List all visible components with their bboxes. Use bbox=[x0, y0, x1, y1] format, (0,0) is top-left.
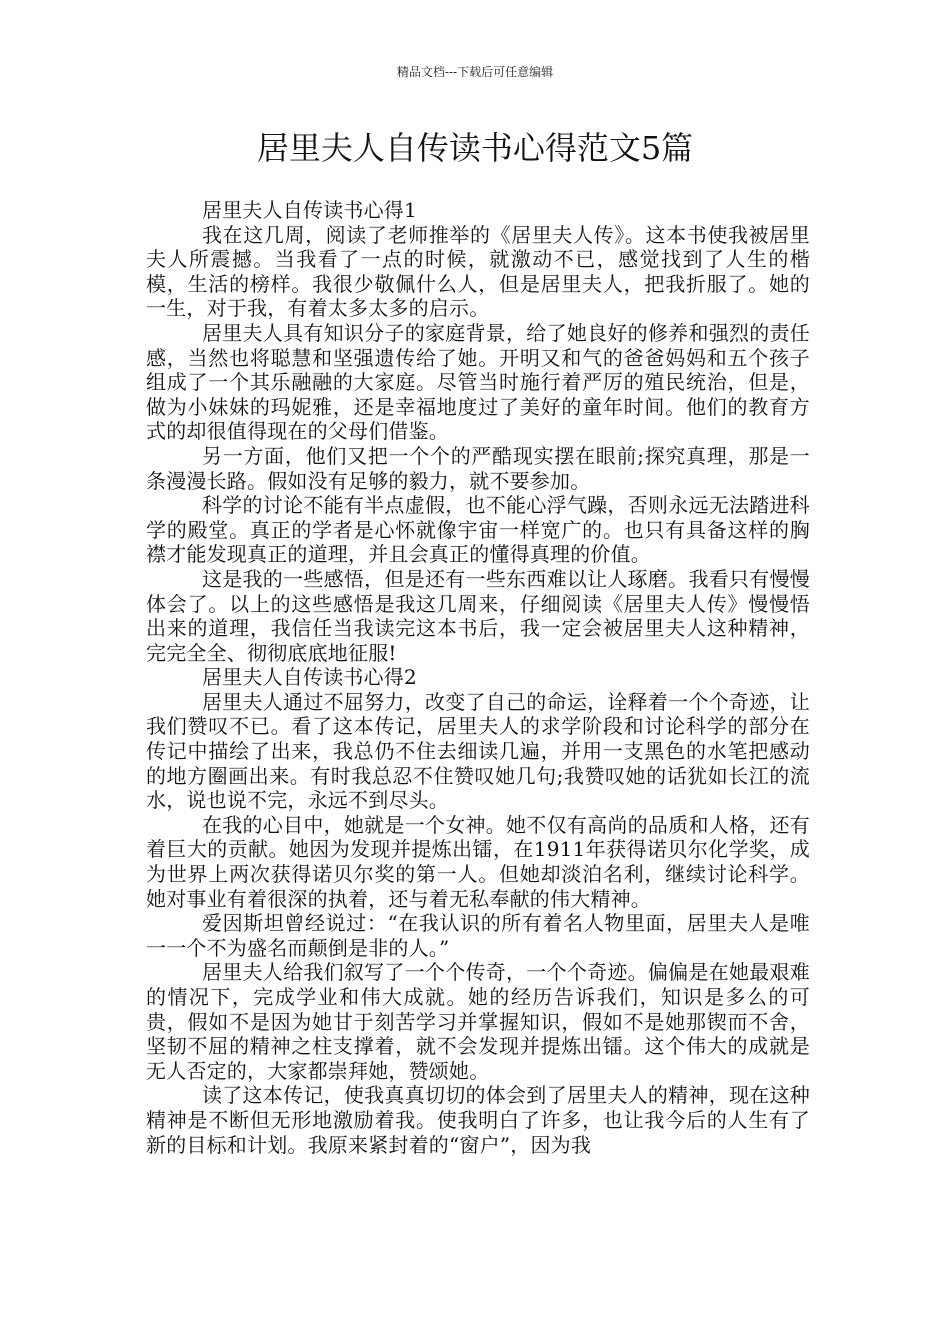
body-paragraph: 居里夫人给我们叙写了一个个传奇，一个个奇迹。偏偏是在她最艰难的情况下，完成学业和伟大成就。她的经历告诉我们，知识是多么的可贵，假如不是因为她甘于刻苦学习并掌握知识，假如不是她那锲而不舍，坚韧不屈的精神之柱支撑着，就不会发现并提炼出镭。这个伟大的成就是无人否定的，大家都崇拜她，赞颂她。 bbox=[146, 960, 810, 1083]
body-paragraph: 居里夫人具有知识分子的家庭背景，给了她良好的修养和强烈的责任感，当然也将聪慧和坚强遗传给了她。开明又和气的爸爸妈妈和五个孩子组成了一个其乐融融的大家庭。尽管当时施行着严厉的殖民统治，但是，做为小妹妹的玛妮雅，还是幸福地度过了美好的童年时间。他们的教育方式的却很值得现在的父母们借鉴。 bbox=[146, 320, 810, 444]
body-paragraph: 爱因斯坦曾经说过：“在我认识的所有着名人物里面，居里夫人是唯一一个不为盛名而颠倒是非的人。” bbox=[146, 911, 810, 960]
header-note: 精品文档---下载后可任意编辑 bbox=[396, 65, 554, 79]
body-paragraph: 居里夫人通过不屈努力，改变了自己的命运，诠释着一个个奇迹，让我们赞叹不已。看了这本传记，居里夫人的求学阶段和讨论科学的部分在传记中描绘了出来，我总仍不住去细读几遍，并用一支黑色的水笔把感动的地方圈画出来。有时我总忍不住赞叹她几句;我赞叹她的话犹如长江的流水，说也说不完，永远不到尽头。 bbox=[146, 689, 810, 813]
body-paragraph: 读了这本传记，使我真真切切的体会到了居里夫人的精神，现在这种精神是不断但无形地激励着我。使我明白了许多，也让我今后的人生有了新的目标和计划。我原来紧封着的“窗户”，因为我 bbox=[146, 1083, 810, 1157]
body-paragraph: 这是我的一些感悟，但是还有一些东西难以让人琢磨。我看只有慢慢体会了。以上的这些感悟是我这几周来，仔细阅读《居里夫人传》慢慢悟出来的道理，我信任当我读完这本书后，我一定会被居里夫人这种精神，完完全全、彻彻底底地征服! bbox=[146, 566, 810, 665]
body-paragraph: 科学的讨论不能有半点虚假，也不能心浮气躁，否则永远无法踏进科学的殿堂。真正的学者是心怀就像宇宙一样宽广的。也只有具备这样的胸襟才能发现真正的道理，并且会真正的懂得真理的价值。 bbox=[146, 493, 810, 567]
body-paragraph: 另一方面，他们又把一个个的严酷现实摆在眼前;探究真理，那是一条漫漫长路。假如没有足够的毅力，就不要参加。 bbox=[146, 443, 810, 493]
section-heading-2: 居里夫人自传读书心得2 bbox=[202, 665, 417, 690]
document-body bbox=[146, 198, 810, 1157]
body-paragraph: 在我的心目中，她就是一个女神。她不仅有高尚的品质和人格，还有着巨大的贡献。她因为发现并提炼出镭，在1911年获得诺贝尔化学奖，成为世界上两次获得诺贝尔奖的第一人。但她却淡泊名利，继续讨论科学。她对事业有着很深的执着，还与着无私奉献的伟大精神。 bbox=[146, 812, 810, 911]
body-paragraph: 我在这几周，阅读了老师推举的《居里夫人传》。这本书使我被居里夫人所震撼。当我看了一点的时候，就激动不已，感觉找到了人生的楷模，生活的榜样。我很少敬佩什么人，但是居里夫人，把我折服了。她的一生，对于我，有着太多太多的启示。 bbox=[146, 222, 810, 321]
section-heading-1: 居里夫人自传读书心得1 bbox=[202, 198, 417, 222]
document-title: 居里夫人自传读书心得范文5篇 bbox=[256, 129, 694, 167]
